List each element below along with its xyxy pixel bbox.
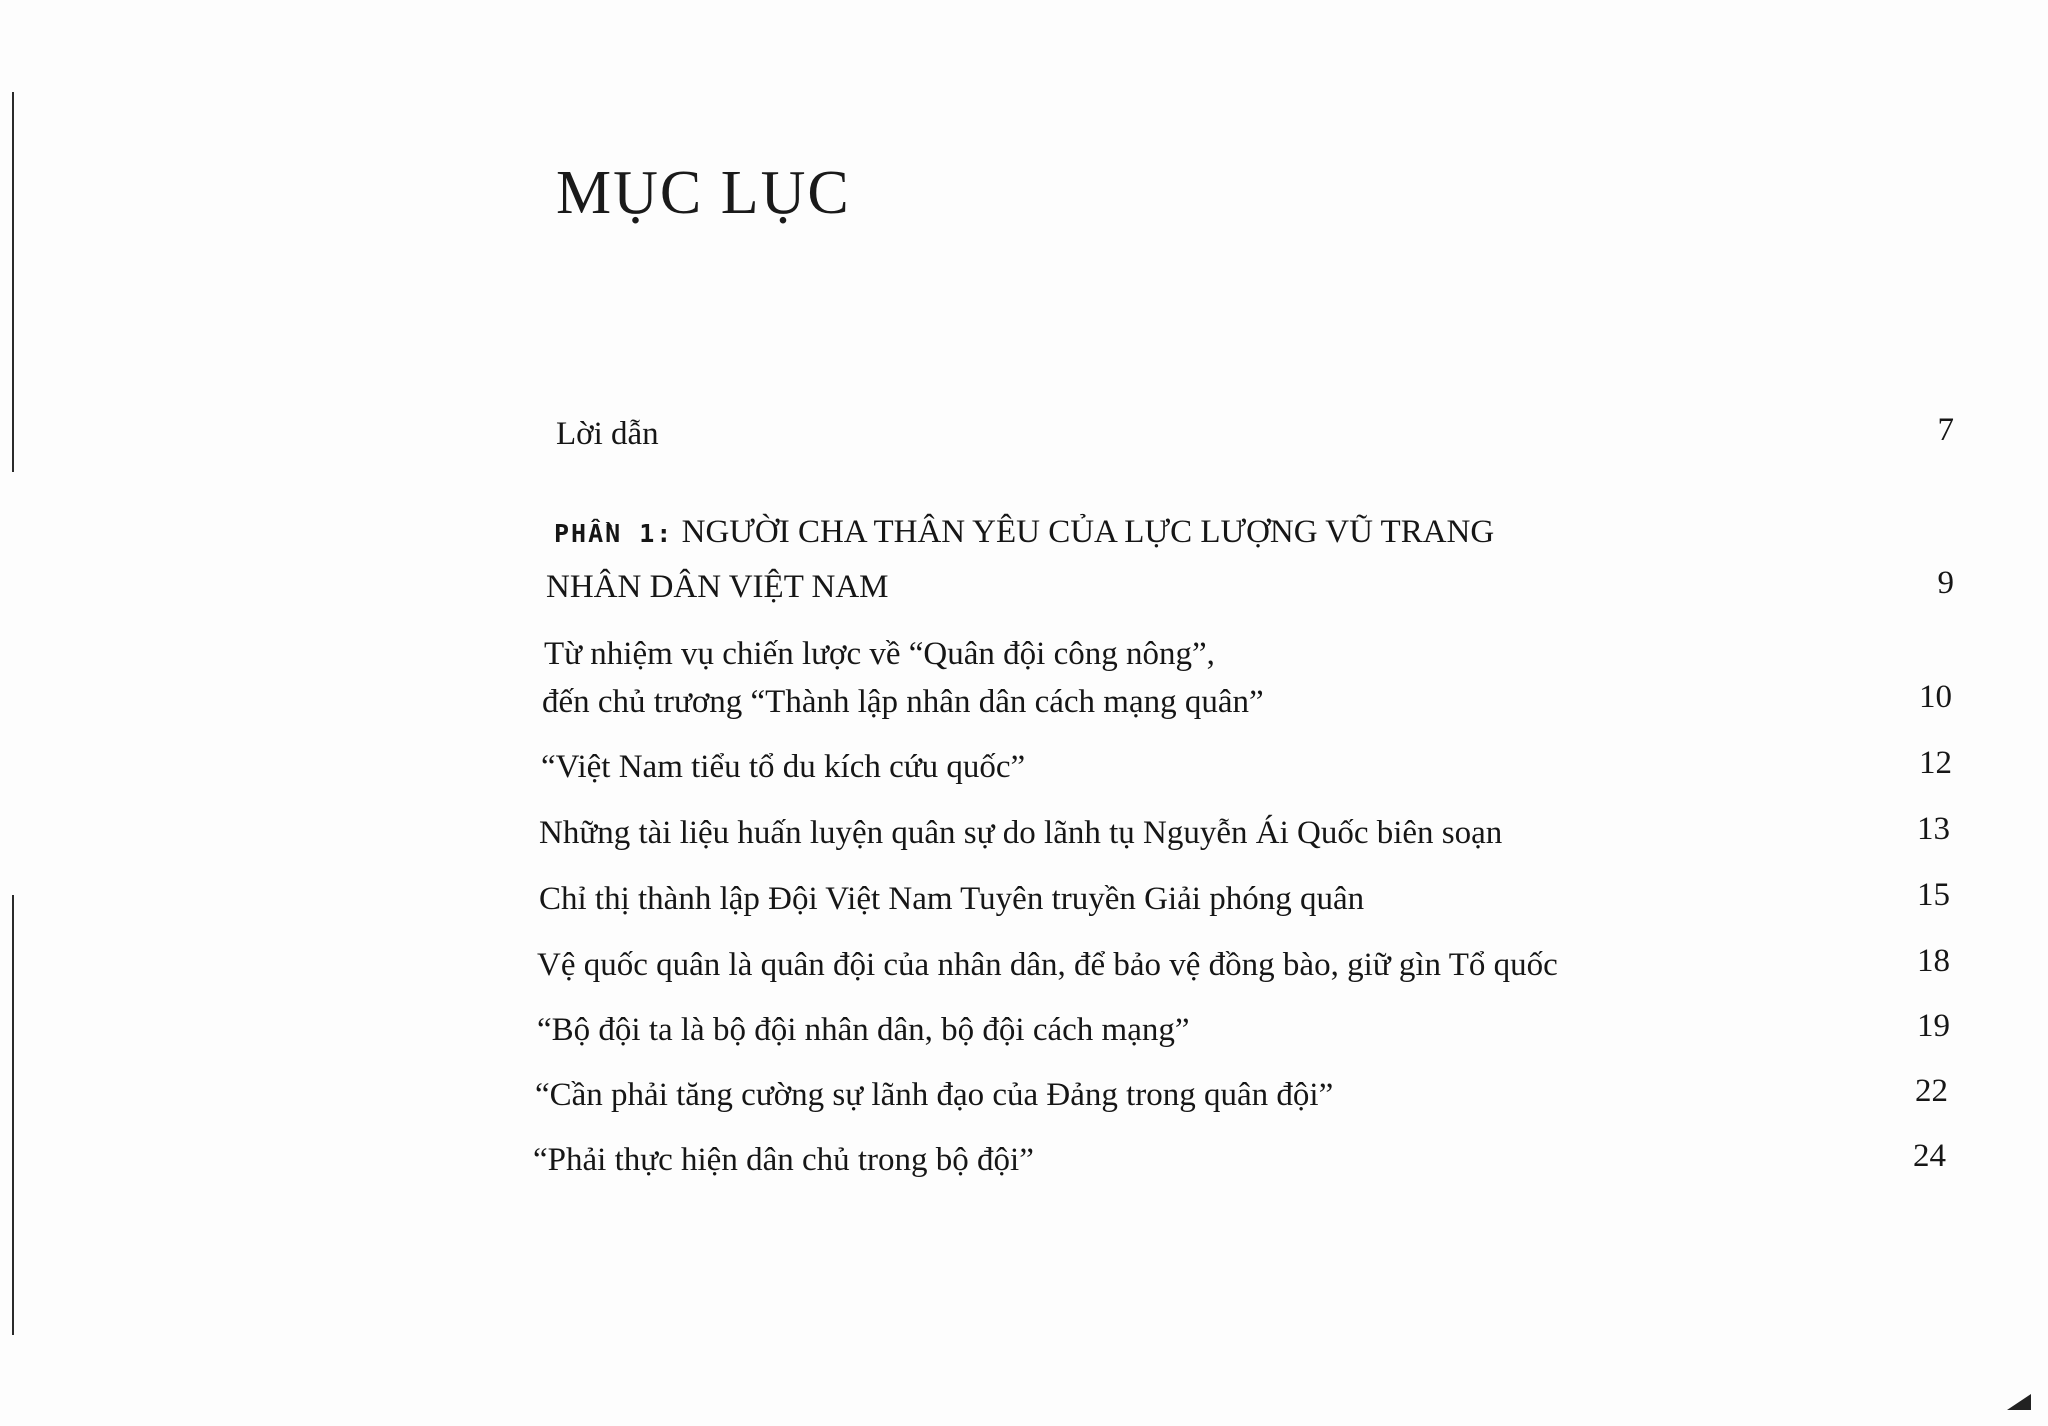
toc-entry-title: Lời dẫn <box>556 416 659 452</box>
toc-entry-page: 7 <box>1937 412 1954 448</box>
toc-entry-title: Chỉ thị thành lập Đội Việt Nam Tuyên truyền Giải phóng quân <box>539 881 1365 917</box>
toc-entry-page: 13 <box>1917 811 1950 847</box>
toc-entry-title-line2: đến chủ trương “Thành lập nhân dân cách mạng quân” <box>542 684 1264 720</box>
toc-entry-page: 24 <box>1913 1138 1946 1174</box>
toc-entry-page: 12 <box>1919 745 1952 781</box>
toc-entry-title: Những tài liệu huấn luyện quân sự do lãnh tụ Nguyễn Ái Quốc biên soạn <box>539 815 1503 851</box>
part-title-line2: NHÂN DÂN VIỆT NAM <box>546 569 889 605</box>
toc-entry-page: 15 <box>1917 877 1950 913</box>
toc-part-heading <box>554 508 1494 558</box>
page-title: MỤC LỤC <box>556 159 851 227</box>
toc-entry-title: Vệ quốc quân là quân đội của nhân dân, để bảo vệ đồng bào, giữ gìn Tổ quốc <box>537 947 1558 983</box>
toc-entry-title: “Phải thực hiện dân chủ trong bộ đội” <box>533 1142 1034 1178</box>
toc-entry-title: “Việt Nam tiểu tổ du kích cứu quốc” <box>541 749 1026 785</box>
toc-entry-title: “Bộ đội ta là bộ đội nhân dân, bộ đội cách mạng” <box>537 1012 1190 1048</box>
toc-entry-title: “Cần phải tăng cường sự lãnh đạo của Đảng trong quân đội” <box>535 1077 1334 1113</box>
toc-entry-page: 18 <box>1917 943 1950 979</box>
part-title-line1: NGƯỜI CHA THÂN YÊU CỦA LỰC LƯỢNG VŨ TRANG <box>681 514 1495 550</box>
toc-entry-page: 9 <box>1937 565 1954 601</box>
toc-entry-title-line1: Từ nhiệm vụ chiến lược về “Quân đội công nông”, <box>544 636 1215 672</box>
toc-entry-page: 19 <box>1917 1008 1950 1044</box>
toc-entry-page: 22 <box>1915 1073 1948 1109</box>
toc-entry-page: 10 <box>1919 679 1952 715</box>
scan-corner-mark <box>2005 1392 2033 1412</box>
part-label: PHẦN 1: <box>554 519 674 548</box>
